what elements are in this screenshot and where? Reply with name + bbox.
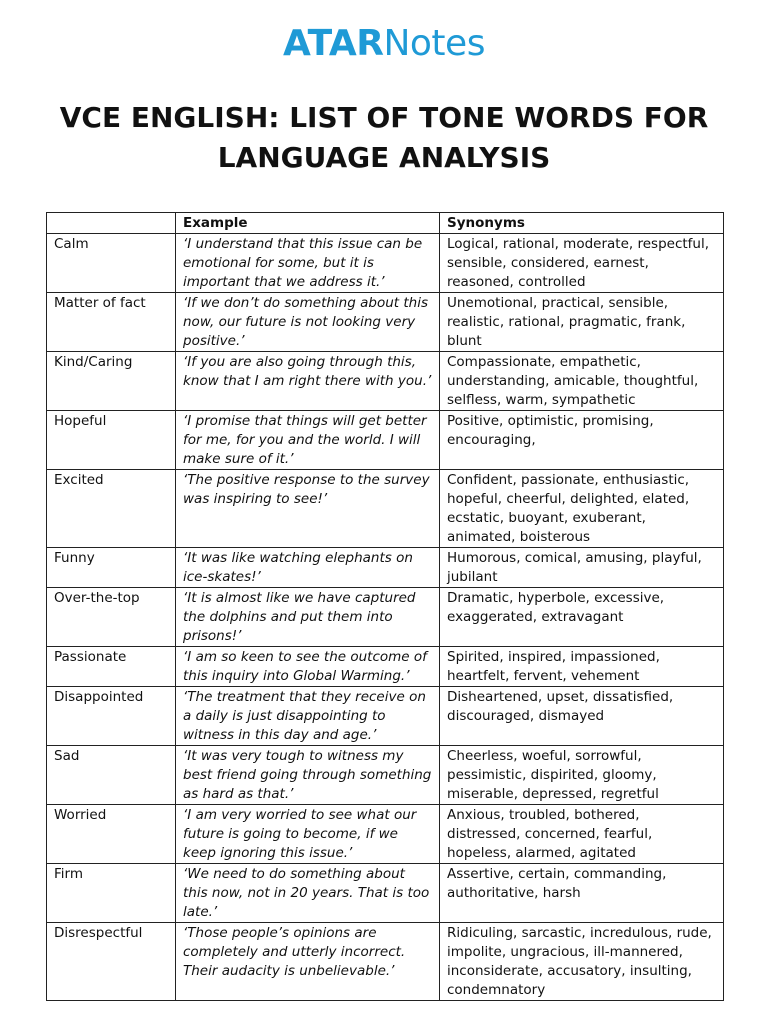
table-row (47, 805, 724, 864)
example-cell: ‘If we don’t do something about this now, our future is not looking very positive.’ (176, 293, 440, 352)
page-title: VCE ENGLISH: LIST OF TONE WORDS FOR LANGUAGE ANALYSIS (59, 101, 709, 174)
table-row (47, 687, 724, 746)
table-row (47, 864, 724, 923)
tone-cell: Calm (47, 234, 176, 293)
tone-cell: Hopeful (47, 411, 176, 470)
atarnotes-logo (0, 22, 768, 66)
synonyms-cell: Confident, passionate, enthusiastic, hopeful, cheerful, delighted, elated, ecstatic, buoyant, exuberant, animated, boisterous (440, 470, 724, 548)
table-row (47, 548, 724, 588)
synonyms-cell: Humorous, comical, amusing, playful, jubilant (440, 548, 724, 588)
header-tone (47, 213, 176, 234)
table-row (47, 470, 724, 548)
synonyms-cell: Compassionate, empathetic, understanding, amicable, thoughtful, selfless, warm, sympathetic (440, 352, 724, 411)
tone-cell: Over-the-top (47, 588, 176, 647)
table-row (47, 352, 724, 411)
example-cell: ‘I am so keen to see the outcome of this inquiry into Global Warming.’ (176, 647, 440, 687)
synonyms-cell: Assertive, certain, commanding, authoritative, harsh (440, 864, 724, 923)
synonyms-cell: Anxious, troubled, bothered, distressed, concerned, fearful, hopeless, alarmed, agitated (440, 805, 724, 864)
example-cell: ‘I understand that this issue can be emotional for some, but it is important that we address it.’ (176, 234, 440, 293)
table-row (47, 647, 724, 687)
logo-atar: ATAR (283, 23, 384, 64)
synonyms-cell: Logical, rational, moderate, respectful, sensible, considered, earnest, reasoned, controlled (440, 234, 724, 293)
tone-cell: Sad (47, 746, 176, 805)
table-header-row (47, 213, 724, 234)
example-cell: ‘We need to do something about this now, not in 20 years. That is too late.’ (176, 864, 440, 923)
tone-cell: Excited (47, 470, 176, 548)
header-synonyms: Synonyms (440, 213, 724, 234)
example-cell: ‘It was very tough to witness my best friend going through something as hard as that.’ (176, 746, 440, 805)
header-example: Example (176, 213, 440, 234)
table-row (47, 411, 724, 470)
table-row (47, 293, 724, 352)
tone-cell: Passionate (47, 647, 176, 687)
synonyms-cell: Unemotional, practical, sensible, realistic, rational, pragmatic, frank, blunt (440, 293, 724, 352)
example-cell: ‘It is almost like we have captured the dolphins and put them into prisons!’ (176, 588, 440, 647)
synonyms-cell: Cheerless, woeful, sorrowful, pessimistic, dispirited, gloomy, miserable, depressed, regretful (440, 746, 724, 805)
tone-words-table (46, 212, 724, 1001)
tone-cell: Funny (47, 548, 176, 588)
tone-cell: Disrespectful (47, 923, 176, 1001)
example-cell: ‘I promise that things will get better for me, for you and the world. I will make sure of it.’ (176, 411, 440, 470)
table-row (47, 234, 724, 293)
tone-cell: Disappointed (47, 687, 176, 746)
example-cell: ‘Those people’s opinions are completely and utterly incorrect. Their audacity is unbelievable.’ (176, 923, 440, 1001)
table-row (47, 923, 724, 1001)
synonyms-cell: Ridiculing, sarcastic, incredulous, rude, impolite, ungracious, ill-mannered, inconsiderate, accusatory, insulting, condemnatory (440, 923, 724, 1001)
tone-cell: Kind/Caring (47, 352, 176, 411)
logo-notes: Notes (383, 23, 485, 64)
synonyms-cell: Disheartened, upset, dissatisfied, discouraged, dismayed (440, 687, 724, 746)
synonyms-cell: Dramatic, hyperbole, excessive, exaggerated, extravagant (440, 588, 724, 647)
synonyms-cell: Positive, optimistic, promising, encouraging, (440, 411, 724, 470)
tone-cell: Matter of fact (47, 293, 176, 352)
example-cell: ‘The positive response to the survey was inspiring to see!’ (176, 470, 440, 548)
synonyms-cell: Spirited, inspired, impassioned, heartfelt, fervent, vehement (440, 647, 724, 687)
example-cell: ‘If you are also going through this, know that I am right there with you.’ (176, 352, 440, 411)
table-row (47, 588, 724, 647)
tone-cell: Worried (47, 805, 176, 864)
table-row (47, 746, 724, 805)
example-cell: ‘I am very worried to see what our future is going to become, if we keep ignoring this issue.’ (176, 805, 440, 864)
example-cell: ‘It was like watching elephants on ice-skates!’ (176, 548, 440, 588)
tone-cell: Firm (47, 864, 176, 923)
example-cell: ‘The treatment that they receive on a daily is just disappointing to witness in this day and age.’ (176, 687, 440, 746)
